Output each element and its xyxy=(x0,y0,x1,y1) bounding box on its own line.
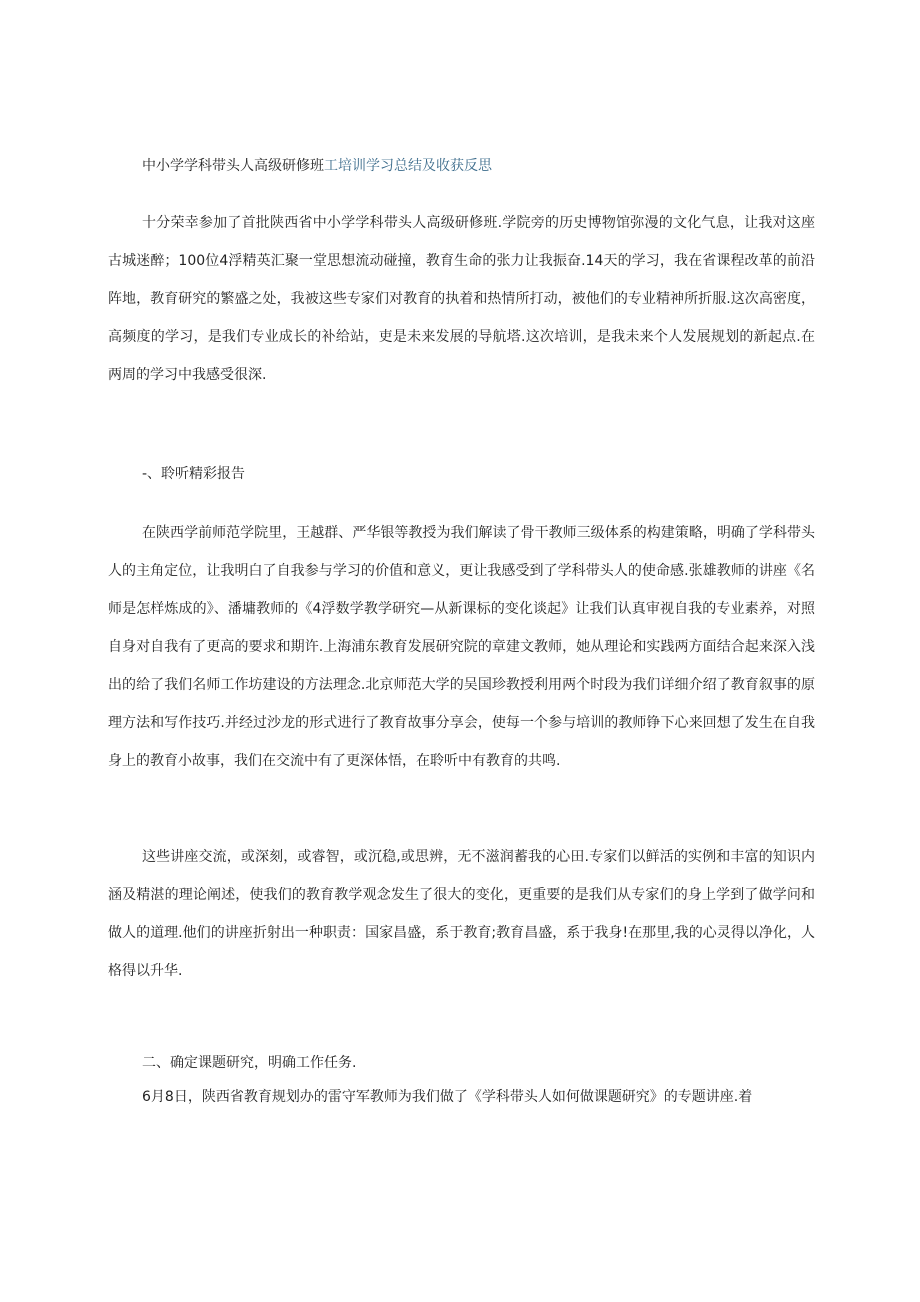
section-heading-1: -、聆听精彩报告 xyxy=(142,466,246,482)
document-title xyxy=(142,156,492,176)
paragraph-intro: 十分荣幸参加了首批陕西省中小学学科带头人高级研修班.学院旁的历史博物馆弥漫的文化气息，让我对这座古城迷醉；100位4浮精英汇聚一堂思想流动碰撞，教育生命的张力让我振奋.14天的学习，我在省课程改革的前沿阵地，教育研究的繁盛之处，我被这些专家们对教育的执着和热情所打动，被他们的专业精神所折服.这次高密度，高频度的学习，是我们专业成长的补给站，吏是未来发展的导航塔.这次培训，是我未来个人发展规划的新起点.在两周的学习中我感受很深. xyxy=(108,215,815,383)
section-heading-2: 二、确定课题研究，明确工作任务. xyxy=(142,1055,357,1071)
paragraph-research: 6月8日，陕西省教育规划办的雷守军教师为我们做了《学科带头人如何做课题研究》的专题讲座.着 xyxy=(142,1089,753,1105)
paragraph-reports: 在陕西学前师范学院里，王越群、严华银等教授为我们解读了骨干教师三级体系的构建策略，明确了学科带头人的主角定位，让我明白了自我参与学习的价值和意义，更让我感受到了学科带头人的使命感.张雄教师的讲座《名师是怎样炼成的》、潘墉教师的《4浮数学教学研究—从新课标的变化谈起》让我们认真审视自我的专业素养，对照自身对自我有了更高的要求和期许.上海浦东教育发展研究院的章建文教师，她从理论和实践两方面结合起来深入浅出的给了我们名师工作坊建设的方法理念.北京师范大学的吴国珍教授利用两个时段为我们详细介绍了教育叙事的原理方法和写作技巧.并经过沙龙的形式进行了教育故事分享会，使每一个参与培训的教师铮下心来回想了发生在自我身上的教育小故事，我们在交流中有了更深体悟，在聆听中有教育的共鸣. xyxy=(108,525,815,769)
title-accent-text: 工培训学习总结及收获反思 xyxy=(324,158,492,174)
title-main-text: 中小学学科带头人高级研修班 xyxy=(142,158,324,174)
paragraph-reflection: 这些讲座交流，或深刻，或睿智，或沉稳,或思辨，无不滋润蓄我的心田.专家们以鲜活的实例和丰富的知识内涵及精湛的理论阐述，使我们的教育教学观念发生了很大的变化，更重要的是我们从专家们的身上学到了做学问和做人的道理.他们的讲座折射出一种职责：国家昌盛，系于教育;教育昌盛，系于我身!在那里,我的心灵得以净化，人格得以升华. xyxy=(108,849,815,979)
